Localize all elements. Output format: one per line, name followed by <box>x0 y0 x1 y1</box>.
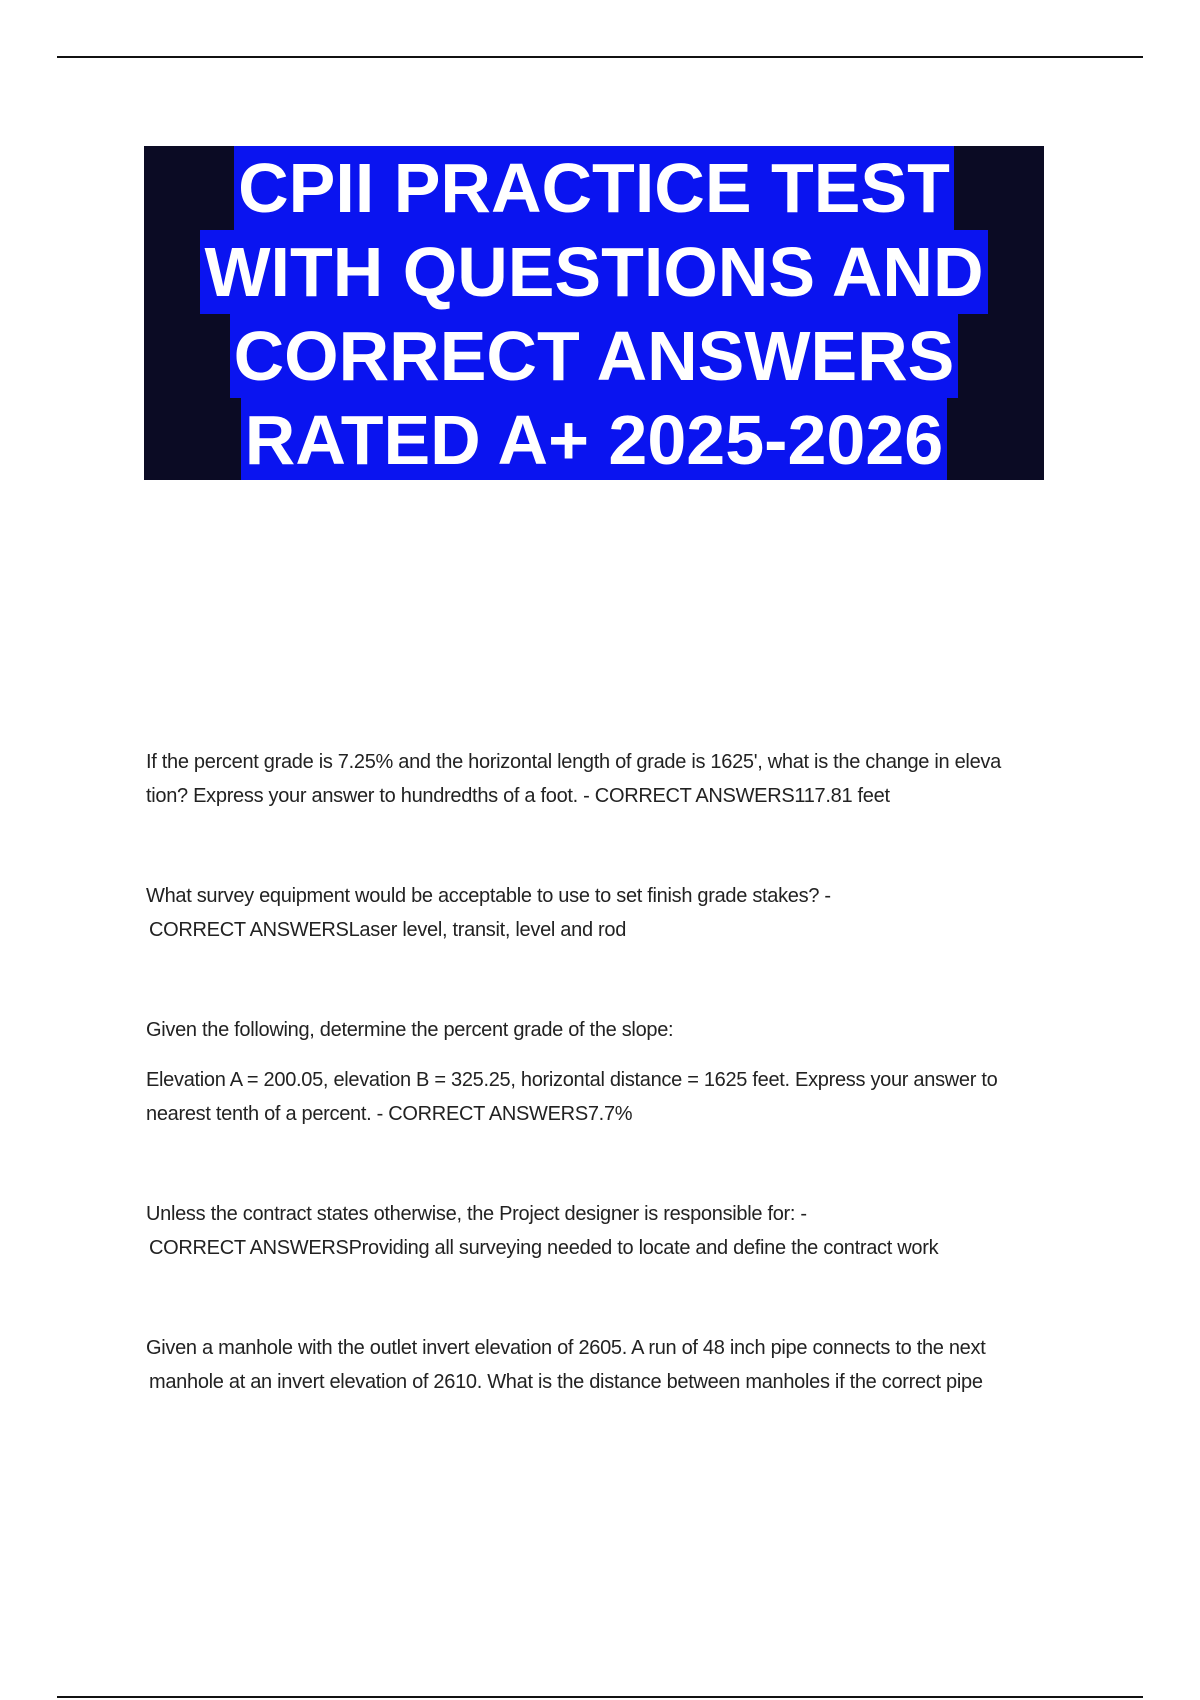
question-item <box>146 1197 1106 1265</box>
question-item <box>146 745 1106 813</box>
title-line-4: RATED A+ 2025-2026 <box>241 398 947 480</box>
question-line: Given a manhole with the outlet invert elevation of 2605. A run of 48 inch pipe connects to the next <box>146 1337 986 1359</box>
title-line-3: CORRECT ANSWERS <box>230 314 959 398</box>
bottom-rule <box>57 1696 1143 1698</box>
question-line: What survey equipment would be acceptable to use to set finish grade stakes? - <box>146 885 831 907</box>
answer-line: nearest tenth of a percent. - CORRECT ANSWERS7.7% <box>146 1103 633 1125</box>
question-text <box>146 745 1106 813</box>
answer-line: CORRECT ANSWERSLaser level, transit, level and rod <box>149 919 627 941</box>
question-line: Unless the contract states otherwise, the Project designer is responsible for: - <box>146 1203 807 1225</box>
question-line: Given the following, determine the percent grade of the slope: <box>146 1019 674 1041</box>
question-line: tion? Express your answer to hundredths of a foot. - CORRECT ANSWERS117.81 feet <box>146 785 890 807</box>
question-text <box>146 1331 1106 1399</box>
question-item <box>146 1013 1106 1131</box>
question-line: Elevation A = 200.05, elevation B = 325.25, horizontal distance = 1625 feet. Express your answer to <box>146 1069 998 1091</box>
question-item <box>146 879 1106 947</box>
title-line-1: CPII PRACTICE TEST <box>234 146 954 230</box>
title-text <box>144 146 1044 480</box>
question-line: If the percent grade is 7.25% and the horizontal length of grade is 1625', what is the change in eleva <box>146 751 1001 773</box>
question-line: manhole at an invert elevation of 2610. What is the distance between manholes if the correct pipe <box>149 1371 983 1393</box>
question-intro <box>146 1013 1106 1047</box>
answer-line: CORRECT ANSWERSProviding all surveying needed to locate and define the contract work <box>149 1237 939 1259</box>
question-text <box>146 1063 1106 1131</box>
question-list <box>146 745 1106 1399</box>
title-banner <box>144 146 1044 480</box>
title-line-2: WITH QUESTIONS AND <box>200 230 987 314</box>
question-item <box>146 1331 1106 1399</box>
question-text <box>146 879 1106 947</box>
top-rule <box>57 56 1143 58</box>
question-text <box>146 1197 1106 1265</box>
